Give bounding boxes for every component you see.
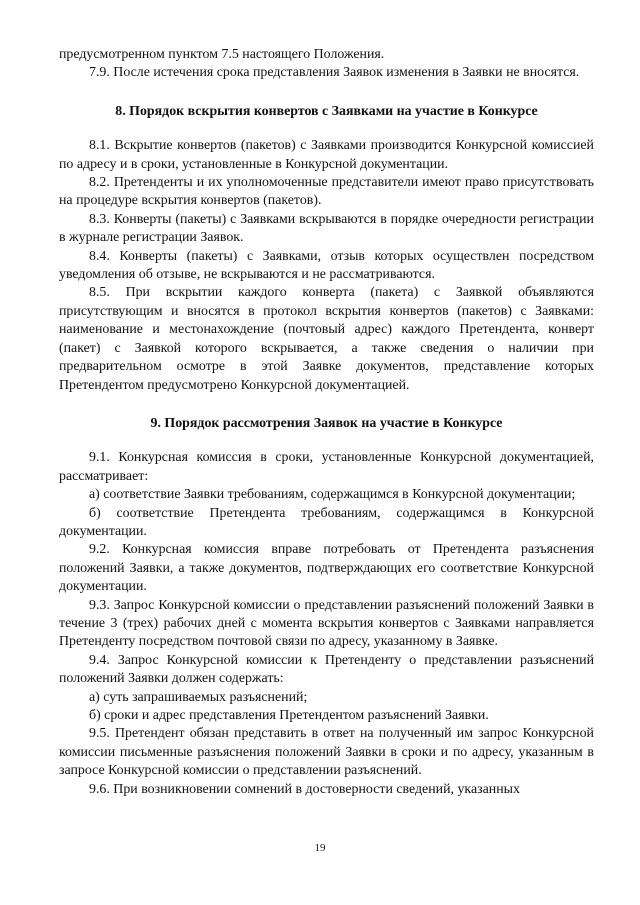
paragraph-8-1: 8.1. Вскрытие конвертов (пакетов) с Заявками производится Конкурсной комиссией по адресу и в сроки, установленные в Конкурсной документации. — [59, 138, 594, 172]
paragraph-8-5: 8.5. При вскрытии каждого конверта (пакета) с Заявкой объявляются присутствующим и вносятся в протокол вскрытия конвертов (пакетов) с Заявками: наименование и местонахождение (почтовый адрес) каждого Претендента, конверт (пакет) с Заявкой которого вскрывается, а также сведения о наличии при предварительном осмотре в этой Заявке документов, представление которых Претендентом предусмотрено Конкурсной документацией. — [59, 285, 594, 393]
paragraph-8-2: 8.2. Претенденты и их уполномоченные представители имеют право присутствовать на процедуре вскрытия конвертов (пакетов). — [59, 175, 594, 209]
page-number: 19 — [314, 842, 326, 854]
paragraph-9-4-b: б) сроки и адрес представления Претендентом разъяснений Заявки. — [89, 708, 489, 723]
section-9-heading: 9. Порядок рассмотрения Заявок на участие в Конкурсе — [150, 415, 503, 431]
paragraph-8-3: 8.3. Конверты (пакеты) с Заявками вскрываются в порядке очередности регистрации в журнале регистрации Заявок. — [59, 211, 594, 246]
paragraph-9-3: 9.3. Запрос Конкурсной комиссии о представлении разъяснений положений Заявки в течение 3 (трех) рабочих дней с момента вскрытия конвертов с Заявками направляется Претенденту посредством почтовой связи по адресу, указанному в Заявке. — [59, 597, 594, 650]
paragraph-9-1: 9.1. Конкурсная комиссия в сроки, установленные Конкурсной документацией, рассматривает: — [59, 450, 594, 484]
paragraph-9-1-b: б) соответствие Претендента требованиям, содержащимся в Конкурсной документации. — [59, 505, 594, 539]
paragraph-9-4: 9.4. Запрос Конкурсной комиссии к Претенденту о представлении разъяснений положений Заявки должен содержать: — [59, 652, 594, 687]
paragraph-9-1-a: а) соответствие Заявки требованиям, содержащимся в Конкурсной документации; — [89, 487, 576, 503]
paragraph-8-4: 8.4. Конверты (пакеты) с Заявками, отзыв которых осуществлен посредством уведомления об отзыве, не вскрываются и не рассматриваются. — [59, 248, 594, 283]
paragraph-7-9: 7.9. После истечения срока представления Заявок изменения в Заявки не вносятся. — [89, 65, 580, 81]
paragraph-9-6: 9.6. При возникновении сомнений в достоверности сведений, указанных — [89, 781, 520, 797]
section-8-heading: 8. Порядок вскрытия конвертов с Заявками на участие в Конкурсе — [115, 103, 538, 119]
paragraph-9-4-a: а) суть запрашиваемых разъяснений; — [89, 689, 308, 705]
paragraph-continuation: предусмотренном пунктом 7.5 настоящего Положения. — [59, 47, 385, 62]
paragraph-9-5: 9.5. Претендент обязан представить в ответ на полученный им запрос Конкурсной комиссии письменные разъяснения положений Заявки в сроки и по адресу, указанным в запросе Конкурсной комиссии о представлении разъяснений. — [59, 726, 594, 779]
paragraph-9-2: 9.2. Конкурсная комиссия вправе потребовать от Претендента разъяснения положений Заявки, а также документов, подтверждающих его соответствие Конкурсной документации. — [59, 542, 594, 595]
